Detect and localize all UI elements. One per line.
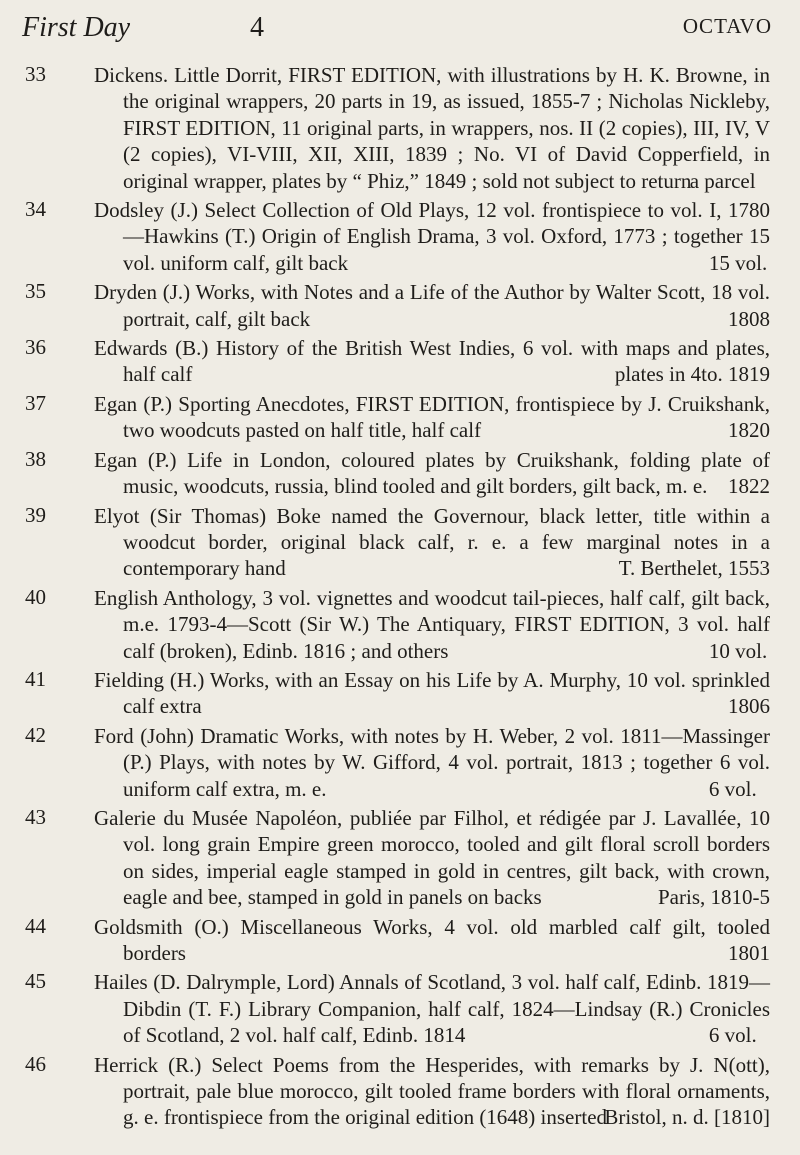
lot-entry <box>0 667 800 720</box>
lot-number: 35 <box>25 279 46 304</box>
lot-tail: plates in 4to. 1819 <box>614 362 770 387</box>
lot-tail: 6 vol. <box>708 1023 757 1048</box>
lot-number: 33 <box>25 62 46 86</box>
lot-description: Dodsley (J.) Select Collection of Old Plays, 12 vol. frontispiece to vol. I, 1780—Hawkins (T.) Origin of English Drama, 3 vol. Oxford, 1773 ; together 15 vol. uniform calf, gilt back 15 vol. <box>94 198 770 275</box>
lot-entry <box>0 805 800 911</box>
sale-day-title: First Day <box>22 12 131 43</box>
lot-entry <box>0 1052 800 1131</box>
lot-number: 34 <box>25 197 46 222</box>
lot-number: 41 <box>25 666 46 691</box>
lot-entry <box>0 447 800 500</box>
lot-number: 44 <box>25 913 46 938</box>
lot-number: 38 <box>25 446 46 471</box>
lot-number: 46 <box>25 1051 46 1076</box>
lot-description: Elyot (Sir Thomas) Boke named the Governour, black letter, title within a woodcut border, original black calf, r. e. a few marginal notes in a contemporary hand T. Berthelet, 1553 <box>94 503 770 581</box>
lot-description: Goldsmith (O.) Miscellaneous Works, 4 vol. old marbled calf gilt, tooled borders 1801 <box>94 914 770 965</box>
lot-description: Herrick (R.) Select Poems from the Hesperides, with remarks by J. N(ott), portrait, pale blue morocco, gilt tooled frame borders with floral ornaments, g. e. frontispiece from the original edition (1648) inserted Bristol, n. d. [1810] <box>94 1052 770 1130</box>
lot-description: Dryden (J.) Works, with Notes and a Life of the Author by Walter Scott, 18 vol. portrait, calf, gilt back 1808 <box>94 280 770 331</box>
lot-entry <box>0 197 800 276</box>
page-header <box>22 12 772 52</box>
lot-description: Egan (P.) Sporting Anecdotes, FIRST EDITION, frontispiece by J. Cruikshank, two woodcuts pasted on half title, half calf 1820 <box>94 391 770 443</box>
lot-tail: 1820 <box>728 418 770 443</box>
lot-description: English Anthology, 3 vol. vignettes and woodcut tail-pieces, half calf, gilt back, m.e. 1793-4—Scott (Sir W.) The Antiquary, FIRST EDITION, 3 vol. half calf (broken), Edinb. 1816 ; and others 10 vol. <box>94 585 770 663</box>
lot-entry <box>0 723 800 802</box>
lot-tail: Paris, 1810-5 <box>658 885 770 910</box>
lot-description: Galerie du Musée Napoléon, publiée par Filhol, et rédigée par J. Lavallée, 10 vol. long grain Empire green morocco, tooled and gilt floral scroll borders on sides, imperial eagle stamped in gold in centres, gilt back, with crown, eagle and bee, stamped in gold in panels on backs Paris, 1810-5 <box>94 805 770 910</box>
lot-entry <box>0 969 800 1048</box>
lot-number: 43 <box>25 804 46 829</box>
lot-tail: T. Berthelet, 1553 <box>618 556 770 581</box>
lot-entry <box>0 391 800 444</box>
lot-description: Egan (P.) Life in London, coloured plates by Cruikshank, folding plate of music, woodcuts, russia, blind tooled and gilt borders, gilt back, m. e. 1822 <box>94 447 770 499</box>
lot-entry <box>0 914 800 967</box>
lot-entry <box>0 503 800 582</box>
lot-number: 37 <box>25 390 46 415</box>
lot-number: 36 <box>25 335 46 360</box>
lot-description: Hailes (D. Dalrymple, Lord) Annals of Scotland, 3 vol. half calf, Edinb. 1819—Dibdin (T. F.) Library Companion, half calf, 1824—Lindsay (R.) Cronicles of Scotland, 2 vol. half calf, Edinb. 1814 6 vol. <box>94 970 770 1048</box>
lot-tail: a parcel <box>689 168 756 193</box>
lot-list <box>0 62 800 1134</box>
lot-tail: 10 vol. <box>708 638 768 663</box>
lot-tail: Bristol, n. d. [1810] <box>604 1105 770 1130</box>
lot-description: Ford (John) Dramatic Works, with notes by H. Weber, 2 vol. 1811—Massinger (P.) Plays, with notes by W. Gifford, 4 vol. portrait, 1813 ; together 6 vol. uniform calf extra, m. e. 6 vol. <box>94 723 770 801</box>
lot-tail: 1808 <box>728 306 770 331</box>
lot-description: Edwards (B.) History of the British West Indies, 6 vol. with maps and plates, half calf plates in 4to. 1819 <box>94 336 770 387</box>
book-format: OCTAVO <box>682 14 772 38</box>
lot-description: Dickens. Little Dorrit, FIRST EDITION, with illustrations by H. K. Browne, in the original wrappers, 20 parts in 19, as issued, 1855-7 ; Nicholas Nickleby, FIRST EDITION, 11 original parts, in wrappers, nos. II (2 copies), III, IV, V (2 copies), VI-VIII, XII, XIII, 1839 ; No. VI of David Copperfield, in original wrapper, plates by “ Phiz,” 1849 ; sold not subject to return a parcel <box>94 63 770 193</box>
lot-entry <box>0 585 800 664</box>
lot-number: 40 <box>25 584 46 609</box>
lot-tail: 1822 <box>728 474 770 499</box>
lot-number: 39 <box>25 502 46 527</box>
lot-tail: 1806 <box>728 694 770 719</box>
lot-entry <box>0 335 800 388</box>
lot-number: 42 <box>25 722 46 747</box>
lot-tail: 15 vol. <box>708 250 768 275</box>
lot-entry <box>0 279 800 332</box>
lot-entry <box>0 62 800 194</box>
page-number: 4 <box>250 12 264 43</box>
lot-number: 45 <box>25 969 46 994</box>
lot-tail: 6 vol. <box>708 776 757 801</box>
lot-description: Fielding (H.) Works, with an Essay on his Life by A. Murphy, 10 vol. sprinkled calf extra 1806 <box>94 667 770 719</box>
lot-tail: 1801 <box>728 941 770 965</box>
